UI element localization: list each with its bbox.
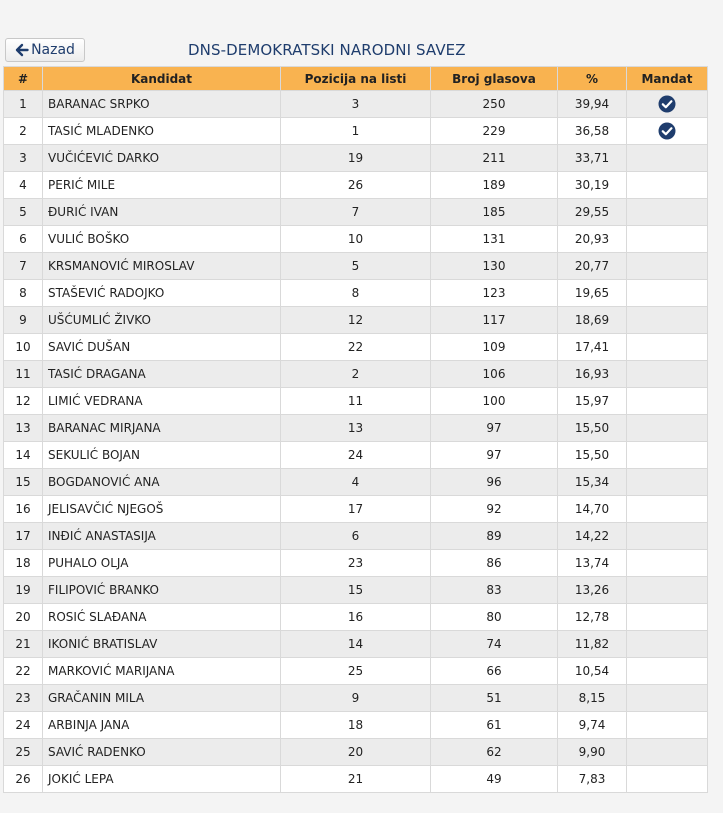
cell-number: 8: [4, 280, 43, 307]
cell-votes: 211: [431, 145, 558, 172]
cell-votes: 83: [431, 577, 558, 604]
cell-mandate: [627, 415, 708, 442]
cell-percent: 11,82: [558, 631, 627, 658]
cell-votes: 100: [431, 388, 558, 415]
cell-mandate: [627, 253, 708, 280]
back-button[interactable]: [5, 38, 85, 62]
cell-list-position: 25: [281, 658, 431, 685]
cell-percent: 39,94: [558, 91, 627, 118]
cell-candidate-name: IKONIĆ BRATISLAV: [43, 631, 281, 658]
table-row: [4, 442, 708, 469]
table-row: [4, 415, 708, 442]
table-row: [4, 253, 708, 280]
table-row: [4, 199, 708, 226]
cell-percent: 14,22: [558, 523, 627, 550]
cell-votes: 117: [431, 307, 558, 334]
check-circle-icon: [658, 122, 676, 140]
cell-mandate: [627, 388, 708, 415]
cell-mandate: [627, 280, 708, 307]
cell-number: 9: [4, 307, 43, 334]
table-row: [4, 523, 708, 550]
table-row: [4, 631, 708, 658]
cell-percent: 19,65: [558, 280, 627, 307]
cell-list-position: 10: [281, 226, 431, 253]
cell-candidate-name: INĐIĆ ANASTASIJA: [43, 523, 281, 550]
cell-mandate: [627, 469, 708, 496]
cell-list-position: 2: [281, 361, 431, 388]
cell-percent: 33,71: [558, 145, 627, 172]
cell-list-position: 15: [281, 577, 431, 604]
cell-percent: 13,74: [558, 550, 627, 577]
table-header-row: [4, 67, 708, 91]
column-header-votes: Broj glasova: [431, 67, 558, 91]
cell-mandate: [627, 577, 708, 604]
cell-number: 22: [4, 658, 43, 685]
table-row: [4, 145, 708, 172]
cell-mandate: [627, 91, 708, 118]
cell-votes: 123: [431, 280, 558, 307]
cell-mandate: [627, 172, 708, 199]
table-row: [4, 469, 708, 496]
cell-candidate-name: ARBINJA JANA: [43, 712, 281, 739]
cell-number: 7: [4, 253, 43, 280]
cell-list-position: 7: [281, 199, 431, 226]
cell-percent: 17,41: [558, 334, 627, 361]
cell-candidate-name: SEKULIĆ BOJAN: [43, 442, 281, 469]
cell-mandate: [627, 550, 708, 577]
cell-percent: 18,69: [558, 307, 627, 334]
cell-candidate-name: KRSMANOVIĆ MIROSLAV: [43, 253, 281, 280]
table-row: [4, 280, 708, 307]
cell-mandate: [627, 118, 708, 145]
cell-votes: 131: [431, 226, 558, 253]
results-table: [3, 66, 708, 793]
cell-votes: 89: [431, 523, 558, 550]
cell-number: 1: [4, 91, 43, 118]
cell-percent: 15,97: [558, 388, 627, 415]
table-row: [4, 766, 708, 793]
page-title: DNS-DEMOKRATSKI NARODNI SAVEZ: [188, 41, 466, 59]
arrow-left-icon: [15, 43, 29, 57]
cell-mandate: [627, 685, 708, 712]
cell-votes: 66: [431, 658, 558, 685]
cell-list-position: 20: [281, 739, 431, 766]
cell-candidate-name: VUČIĆEVIĆ DARKO: [43, 145, 281, 172]
cell-votes: 96: [431, 469, 558, 496]
cell-candidate-name: BARANAC SRPKO: [43, 91, 281, 118]
cell-percent: 15,50: [558, 442, 627, 469]
cell-mandate: [627, 631, 708, 658]
back-button-label: Nazad: [31, 42, 75, 58]
cell-votes: 130: [431, 253, 558, 280]
cell-candidate-name: SAVIĆ RADENKO: [43, 739, 281, 766]
cell-votes: 109: [431, 334, 558, 361]
cell-mandate: [627, 199, 708, 226]
cell-mandate: [627, 145, 708, 172]
column-header-list-position: Pozicija na listi: [281, 67, 431, 91]
cell-list-position: 12: [281, 307, 431, 334]
cell-mandate: [627, 334, 708, 361]
cell-percent: 30,19: [558, 172, 627, 199]
cell-number: 26: [4, 766, 43, 793]
cell-mandate: [627, 739, 708, 766]
cell-candidate-name: ROSIĆ SLAĐANA: [43, 604, 281, 631]
table-row: [4, 172, 708, 199]
cell-list-position: 6: [281, 523, 431, 550]
cell-votes: 51: [431, 685, 558, 712]
cell-list-position: 16: [281, 604, 431, 631]
cell-list-position: 23: [281, 550, 431, 577]
check-circle-icon: [658, 95, 676, 113]
cell-mandate: [627, 496, 708, 523]
cell-candidate-name: MARKOVIĆ MARIJANA: [43, 658, 281, 685]
cell-percent: 36,58: [558, 118, 627, 145]
cell-candidate-name: ĐURIĆ IVAN: [43, 199, 281, 226]
cell-number: 14: [4, 442, 43, 469]
cell-list-position: 18: [281, 712, 431, 739]
cell-number: 23: [4, 685, 43, 712]
cell-list-position: 14: [281, 631, 431, 658]
cell-number: 21: [4, 631, 43, 658]
cell-number: 18: [4, 550, 43, 577]
cell-number: 24: [4, 712, 43, 739]
cell-number: 16: [4, 496, 43, 523]
cell-candidate-name: SAVIĆ DUŠAN: [43, 334, 281, 361]
table-row: [4, 91, 708, 118]
cell-candidate-name: LIMIĆ VEDRANA: [43, 388, 281, 415]
cell-list-position: 9: [281, 685, 431, 712]
table-row: [4, 604, 708, 631]
cell-candidate-name: GRAČANIN MILA: [43, 685, 281, 712]
table-row: [4, 658, 708, 685]
cell-votes: 185: [431, 199, 558, 226]
cell-mandate: [627, 361, 708, 388]
cell-candidate-name: TASIĆ MLADENKO: [43, 118, 281, 145]
cell-candidate-name: FILIPOVIĆ BRANKO: [43, 577, 281, 604]
cell-votes: 86: [431, 550, 558, 577]
cell-percent: 14,70: [558, 496, 627, 523]
cell-mandate: [627, 766, 708, 793]
cell-votes: 80: [431, 604, 558, 631]
column-header-mandate: Mandat: [627, 67, 708, 91]
cell-candidate-name: PERIĆ MILE: [43, 172, 281, 199]
cell-list-position: 26: [281, 172, 431, 199]
cell-number: 25: [4, 739, 43, 766]
table-row: [4, 496, 708, 523]
table-row: [4, 361, 708, 388]
cell-votes: 61: [431, 712, 558, 739]
cell-percent: 16,93: [558, 361, 627, 388]
cell-mandate: [627, 307, 708, 334]
cell-percent: 8,15: [558, 685, 627, 712]
cell-number: 19: [4, 577, 43, 604]
cell-candidate-name: JELISAVČIĆ NJEGOŠ: [43, 496, 281, 523]
cell-mandate: [627, 523, 708, 550]
cell-candidate-name: VULIĆ BOŠKO: [43, 226, 281, 253]
cell-mandate: [627, 442, 708, 469]
cell-number: 4: [4, 172, 43, 199]
cell-list-position: 13: [281, 415, 431, 442]
table-row: [4, 226, 708, 253]
cell-votes: 189: [431, 172, 558, 199]
cell-percent: 9,74: [558, 712, 627, 739]
cell-percent: 15,50: [558, 415, 627, 442]
cell-number: 10: [4, 334, 43, 361]
cell-votes: 62: [431, 739, 558, 766]
cell-list-position: 19: [281, 145, 431, 172]
cell-votes: 229: [431, 118, 558, 145]
table-row: [4, 334, 708, 361]
cell-list-position: 11: [281, 388, 431, 415]
cell-percent: 12,78: [558, 604, 627, 631]
cell-candidate-name: STAŠEVIĆ RADOJKO: [43, 280, 281, 307]
table-row: [4, 388, 708, 415]
cell-list-position: 17: [281, 496, 431, 523]
cell-list-position: 22: [281, 334, 431, 361]
cell-list-position: 8: [281, 280, 431, 307]
cell-list-position: 3: [281, 91, 431, 118]
cell-candidate-name: PUHALO OLJA: [43, 550, 281, 577]
cell-mandate: [627, 604, 708, 631]
cell-candidate-name: JOKIĆ LEPA: [43, 766, 281, 793]
cell-votes: 74: [431, 631, 558, 658]
cell-number: 5: [4, 199, 43, 226]
cell-list-position: 4: [281, 469, 431, 496]
cell-mandate: [627, 712, 708, 739]
cell-votes: 92: [431, 496, 558, 523]
cell-number: 17: [4, 523, 43, 550]
cell-votes: 250: [431, 91, 558, 118]
cell-candidate-name: BOGDANOVIĆ ANA: [43, 469, 281, 496]
cell-candidate-name: BARANAC MIRJANA: [43, 415, 281, 442]
cell-votes: 49: [431, 766, 558, 793]
cell-percent: 20,77: [558, 253, 627, 280]
table-row: [4, 577, 708, 604]
cell-mandate: [627, 658, 708, 685]
cell-list-position: 1: [281, 118, 431, 145]
cell-number: 6: [4, 226, 43, 253]
cell-list-position: 24: [281, 442, 431, 469]
cell-mandate: [627, 226, 708, 253]
table-row: [4, 739, 708, 766]
cell-percent: 10,54: [558, 658, 627, 685]
cell-list-position: 21: [281, 766, 431, 793]
cell-list-position: 5: [281, 253, 431, 280]
cell-votes: 106: [431, 361, 558, 388]
cell-votes: 97: [431, 415, 558, 442]
cell-number: 2: [4, 118, 43, 145]
column-header-percent: %: [558, 67, 627, 91]
cell-candidate-name: UŠĆUMLIĆ ŽIVKO: [43, 307, 281, 334]
column-header-candidate: Kandidat: [43, 67, 281, 91]
cell-candidate-name: TASIĆ DRAGANA: [43, 361, 281, 388]
table-row: [4, 685, 708, 712]
cell-percent: 7,83: [558, 766, 627, 793]
table-row: [4, 118, 708, 145]
cell-percent: 29,55: [558, 199, 627, 226]
cell-number: 3: [4, 145, 43, 172]
table-row: [4, 712, 708, 739]
cell-percent: 13,26: [558, 577, 627, 604]
cell-number: 15: [4, 469, 43, 496]
column-header-number: #: [4, 67, 43, 91]
table-row: [4, 307, 708, 334]
cell-number: 11: [4, 361, 43, 388]
cell-percent: 9,90: [558, 739, 627, 766]
cell-number: 13: [4, 415, 43, 442]
cell-number: 20: [4, 604, 43, 631]
table-row: [4, 550, 708, 577]
cell-votes: 97: [431, 442, 558, 469]
cell-percent: 15,34: [558, 469, 627, 496]
cell-number: 12: [4, 388, 43, 415]
cell-percent: 20,93: [558, 226, 627, 253]
